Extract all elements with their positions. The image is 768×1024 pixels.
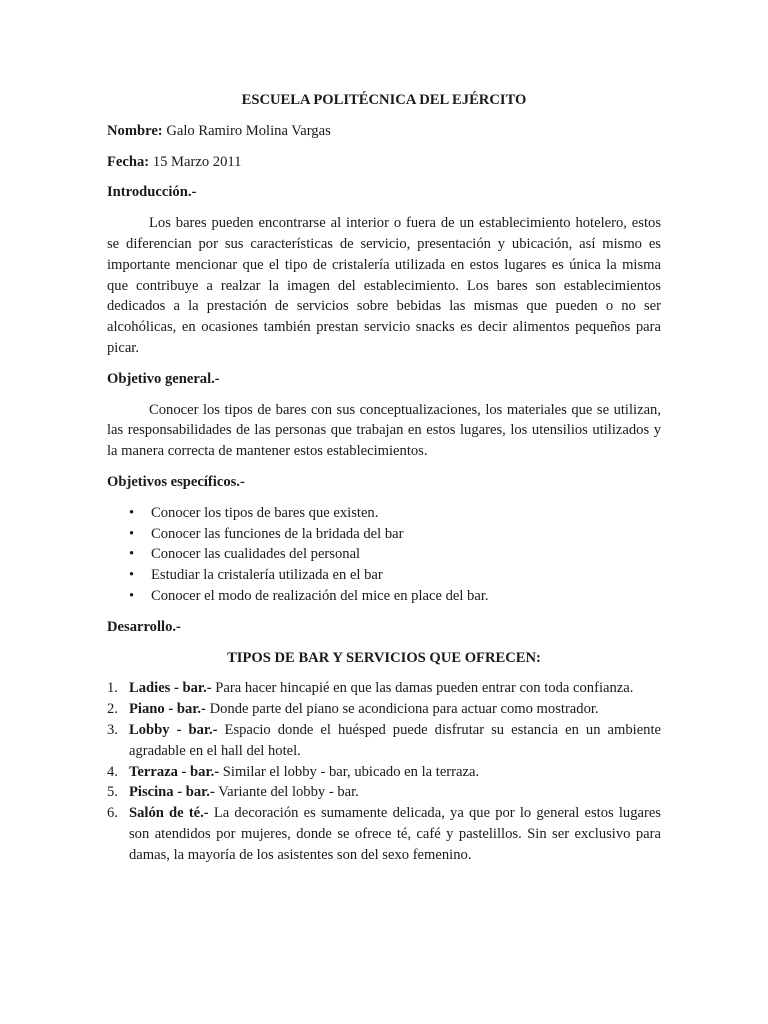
bullet-icon: • — [129, 567, 135, 584]
list-item — [107, 565, 661, 586]
specific-objectives-list — [107, 503, 661, 607]
item-number: 1. — [107, 680, 118, 697]
bar-type-description: Variante del lobby - bar. — [218, 784, 359, 801]
list-item — [107, 586, 661, 607]
bullet-icon: • — [129, 504, 135, 521]
bar-type-term: Ladies - bar.- — [129, 680, 212, 697]
general-objective-heading: Objetivo general.- — [107, 370, 220, 387]
bar-type-item — [107, 678, 661, 699]
date-value: 15 Marzo 2011 — [152, 153, 242, 170]
bullet-icon: • — [129, 525, 135, 542]
bar-type-term: Piscina - bar.- — [129, 784, 215, 801]
bar-type-item — [107, 699, 661, 720]
item-number: 6. — [107, 805, 118, 822]
bar-type-description: Donde parte del piano se acondiciona para actuar como mostrador. — [209, 701, 599, 718]
name-label: Nombre: — [107, 122, 163, 139]
item-number: 5. — [107, 784, 118, 801]
list-item-text: Conocer los tipos de bares que existen. — [151, 504, 379, 521]
bar-type-term: Salón de té.- — [129, 805, 209, 822]
bar-type-description: Similar el lobby - bar, ubicado en la terraza. — [222, 763, 480, 780]
item-number: 3. — [107, 721, 118, 738]
bar-type-term: Piano - bar.- — [129, 701, 206, 718]
intro-paragraph: Los bares pueden encontrarse al interior o fuera de un establecimiento hotelero, estos se diferencian por sus características de servicio, presentación y ubicación, así mismo es importante mencionar que el tipo de cristalería utilizada en estos lugares es única la misma que contribuye a realzar la imagen del establecimiento. Los bares son establecimientos dedicados a la prestación de servicios sobre bebidas las mismas que pueden o no ser alcohólicas, en ocasiones también prestan servicio snacks es decir alimentos pequeños para picar. — [107, 215, 661, 356]
bar-type-term: Lobby - bar.- — [129, 721, 218, 738]
bar-type-item — [107, 720, 661, 762]
bar-type-description: Para hacer hincapié en que las damas pueden entrar con toda confianza. — [215, 680, 634, 697]
bar-type-item — [107, 762, 661, 783]
item-number: 2. — [107, 701, 118, 718]
general-objective-paragraph: Conocer los tipos de bares con sus conceptualizaciones, los materiales que se utilizan, las responsabilidades de las personas que trabajan en estos lugares, los utensilios utilizados y la manera correcta de mantener estos establecimientos. — [107, 401, 661, 460]
list-item-text: Conocer las cualidades del personal — [151, 546, 361, 563]
list-item — [107, 503, 661, 524]
name-value: Galo Ramiro Molina Vargas — [166, 122, 331, 139]
bar-type-term: Terraza - bar.- — [129, 763, 220, 780]
date-label: Fecha: — [107, 153, 150, 170]
bar-type-item — [107, 782, 661, 803]
bullet-icon: • — [129, 587, 135, 604]
item-number: 4. — [107, 763, 118, 780]
bar-type-description: Espacio donde el huésped puede disfrutar su estancia en un ambiente agradable en el hall del hotel. — [129, 721, 661, 759]
bullet-icon: • — [129, 546, 135, 563]
document-content — [107, 90, 661, 866]
list-item-text: Conocer las funciones de la bridada del bar — [151, 525, 404, 542]
list-item-text: Estudiar la cristalería utilizada en el bar — [151, 567, 383, 584]
name-line — [107, 121, 661, 142]
bar-types-title: TIPOS DE BAR Y SERVICIOS QUE OFRECEN: — [227, 649, 541, 666]
document-title: ESCUELA POLITÉCNICA DEL EJÉRCITO — [241, 92, 527, 108]
specific-objectives-heading: Objetivos específicos.- — [107, 473, 245, 490]
development-heading: Desarrollo.- — [107, 618, 181, 635]
date-line — [107, 152, 661, 173]
bar-type-description: La decoración es sumamente delicada, ya que por lo general estos lugares son atendidos por mujeres, donde se ofrece té, café y pastelillos. Sin ser exclusivo para damas, la mayoría de los asistentes son del sexo femenino. — [129, 805, 661, 863]
list-item-text: Conocer el modo de realización del mice en place del bar. — [151, 587, 489, 604]
intro-heading: Introducción.- — [107, 184, 197, 201]
list-item — [107, 544, 661, 565]
bar-types-list — [107, 678, 661, 865]
bar-type-item — [107, 803, 661, 865]
list-item — [107, 524, 661, 545]
